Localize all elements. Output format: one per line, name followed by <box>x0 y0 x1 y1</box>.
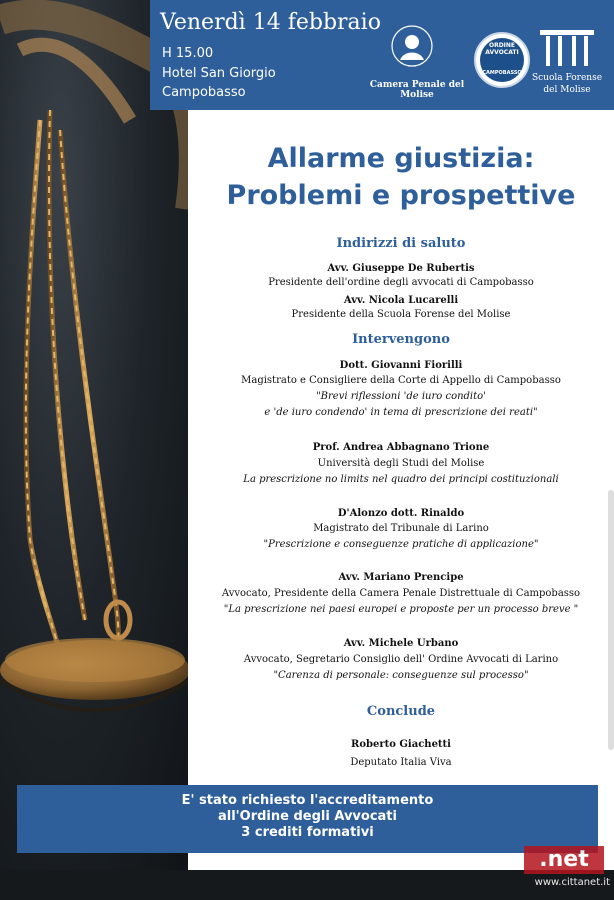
scales-photo <box>0 0 200 900</box>
event-header <box>150 0 614 110</box>
scuola-forense-label-line1: Scuola Forense <box>531 73 603 83</box>
ordine-avvocati-logo-city: CAMPOBASSO <box>482 70 522 76</box>
conclude-heading: Conclude <box>366 704 436 719</box>
speaker-role: Magistrato del Tribunale di Larino <box>313 523 489 534</box>
speaker-name: Roberto Giachetti <box>351 739 451 750</box>
speaker-role: Presidente della Scuola Forense del Molise <box>291 309 511 320</box>
scuola-forense-label <box>524 72 610 96</box>
accreditation-line1: E' stato richiesto l'accreditamento <box>181 793 434 808</box>
speaker-topic: "Prescrizione e conseguenze pratiche di applicazione" <box>263 539 539 550</box>
ordine-avvocati-logo <box>474 32 530 88</box>
speaker-topic: "Carenza di personale: conseguenze sul processo" <box>273 670 529 681</box>
intervengono-heading: Intervengono <box>352 332 450 347</box>
event-title-line2: Problemi e prospettive <box>226 180 576 211</box>
saluti-heading: Indirizzi di saluto <box>336 236 466 251</box>
speaker-topic: e 'de iuro condendo' in tema di prescrizione dei reati" <box>264 407 538 418</box>
accreditation-band <box>17 785 598 853</box>
speaker-name: Avv. Mariano Prencipe <box>338 572 464 583</box>
speaker-name: Prof. Andrea Abbagnano Trione <box>312 442 490 453</box>
event-title-line1: Allarme giustizia: <box>267 143 535 174</box>
speaker-role: Avvocato, Presidente della Camera Penale Distrettuale di Campobasso <box>221 588 581 599</box>
speaker-name: Avv. Giuseppe De Rubertis <box>327 263 475 274</box>
camera-penale-logo <box>390 24 434 68</box>
cittanet-site: www.cittanet.it <box>534 877 610 888</box>
speaker-name: Dott. Giovanni Fiorilli <box>339 360 463 371</box>
scuola-forense-logo <box>536 28 598 68</box>
event-date: Venerdì 14 febbraio <box>160 10 381 35</box>
scuola-forense-label-line2: del Molise <box>543 85 591 95</box>
speaker-topic: La prescrizione no limits nel quadro dei principi costituzionali <box>243 474 559 485</box>
ordine-avvocati-logo-text: ORDINE AVVOCATI <box>485 42 519 56</box>
cittanet-logo: .net <box>524 846 604 874</box>
event-city: Campobasso <box>162 85 246 100</box>
speaker-name: Avv. Michele Urbano <box>343 638 459 649</box>
program-panel <box>188 110 614 870</box>
event-venue: Hotel San Giorgio <box>162 66 276 81</box>
speaker-topic: "La prescrizione nei paesi europei e proposte per un processo breve " <box>223 604 579 615</box>
speaker-topic: "Brevi riflessioni 'de iuro condito' <box>316 391 486 402</box>
speaker-role: Presidente dell'ordine degli avvocati di Campobasso <box>268 277 534 288</box>
camera-penale-label: Camera Penale del Molise <box>369 80 465 100</box>
event-title <box>188 140 614 214</box>
accreditation-line3: 3 crediti formativi <box>241 825 374 840</box>
speaker-name: Avv. Nicola Lucarelli <box>343 295 459 306</box>
accreditation-line2: all'Ordine degli Avvocati <box>218 809 397 824</box>
event-time: H 15.00 <box>162 46 214 61</box>
speaker-role: Università degli Studi del Molise <box>317 458 485 469</box>
scrollbar[interactable] <box>608 490 614 750</box>
scales-illustration <box>0 0 200 900</box>
speaker-role: Avvocato, Segretario Consiglio dell' Ordine Avvocati di Larino <box>243 654 559 665</box>
speaker-name: D'Alonzo dott. Rinaldo <box>337 508 465 519</box>
speaker-role: Deputato Italia Viva <box>350 757 452 768</box>
speaker-role: Magistrato e Consigliere della Corte di Appello di Campobasso <box>241 375 561 386</box>
